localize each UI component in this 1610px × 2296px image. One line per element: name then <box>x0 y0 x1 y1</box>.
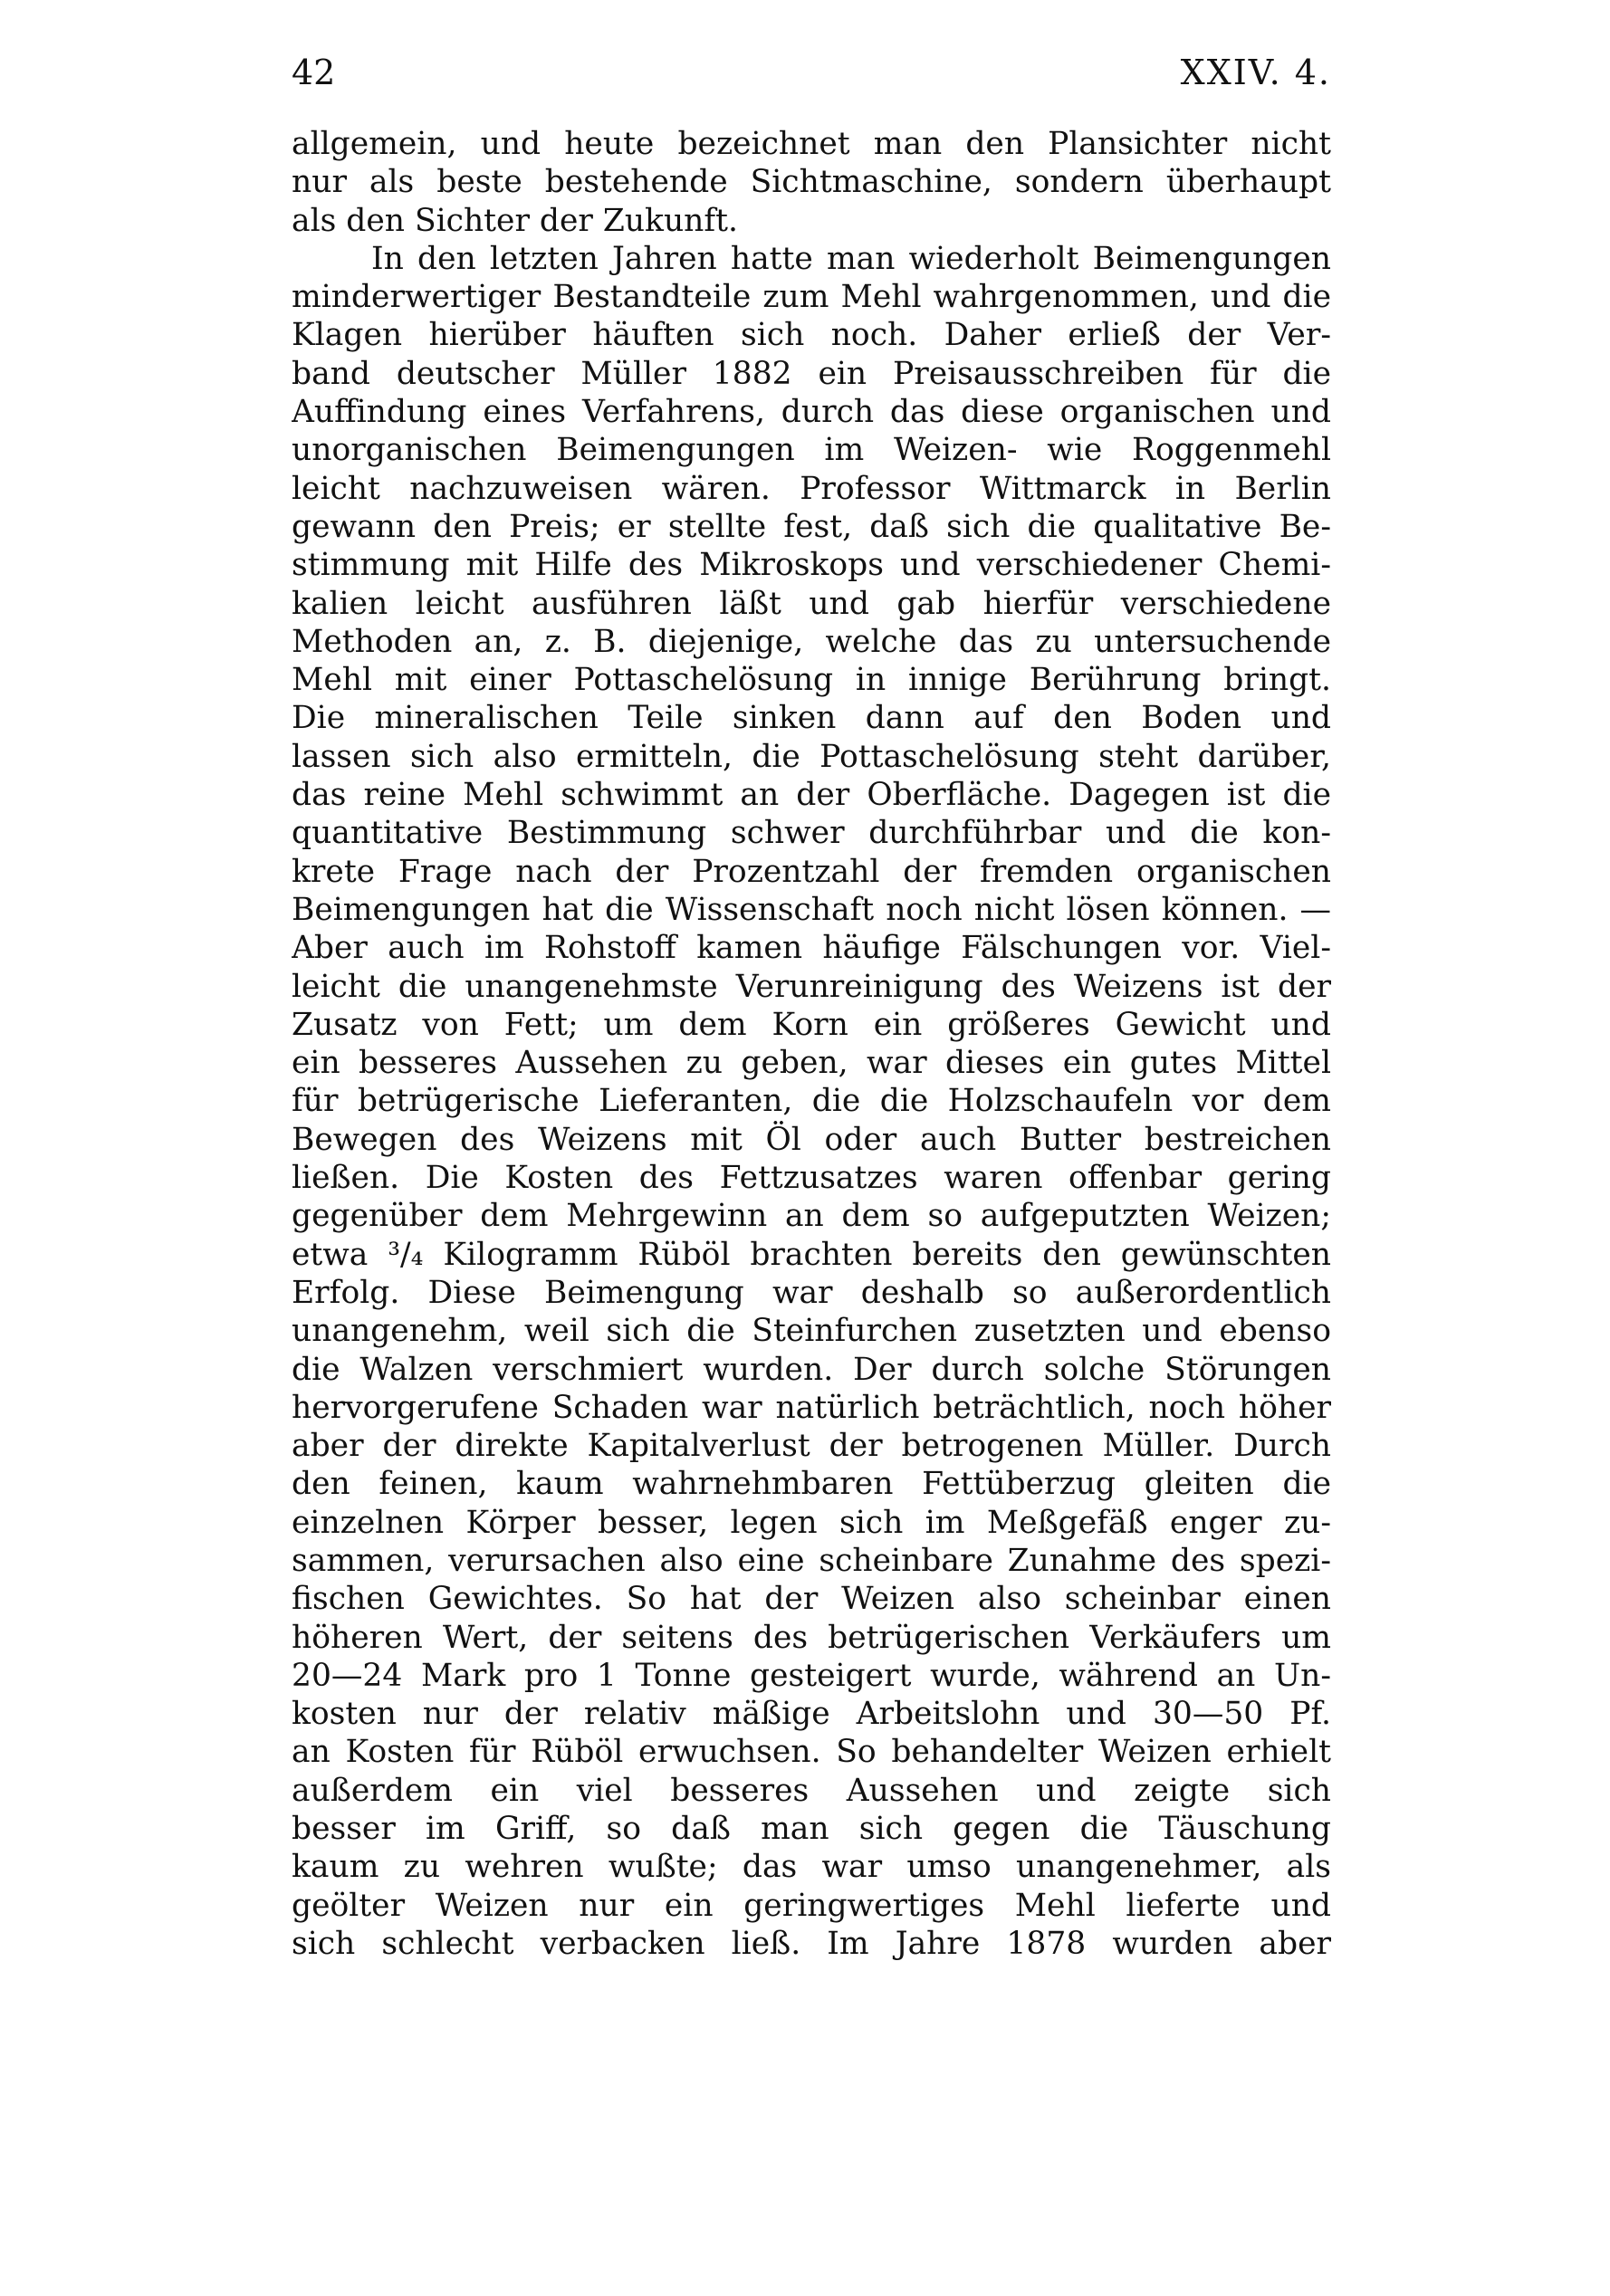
text-line: stimmung mit Hilfe des Mikroskops und verschiedener Chemi- <box>292 547 1331 584</box>
text-line: Erfolg. Diese Beimengung war deshalb so außerordentlich <box>292 1274 1331 1311</box>
text-line: einzelnen Körper besser, legen sich im Meßgefäß enger zu- <box>292 1504 1331 1541</box>
text-line: die Walzen verschmiert wurden. Der durch solche Störungen <box>292 1351 1331 1388</box>
text-line: Methoden an, z. B. diejenige, welche das zu untersuchende <box>292 623 1331 660</box>
text-line: gegenüber dem Mehrgewinn an dem so aufgeputzten Weizen; <box>292 1198 1331 1235</box>
page-number: 42 <box>292 53 336 92</box>
text-line: Klagen hierüber häuften sich noch. Daher erließ der Ver- <box>292 317 1331 354</box>
text-line: leicht die unangenehmste Verunreinigung des Weizens ist der <box>292 968 1331 1005</box>
text-line: leicht nachzuweisen wären. Professor Wittmarck in Berlin <box>292 470 1331 507</box>
text-line: unangenehm, weil sich die Steinfurchen zusetzten und ebenso <box>292 1313 1331 1350</box>
text-line: an Kosten für Rüböl erwuchsen. So behandelter Weizen erhielt <box>292 1734 1331 1771</box>
text-line: gewann den Preis; er stellte fest, daß sich die qualitative Be- <box>292 508 1331 545</box>
text-line: kaum zu wehren wußte; das war umso unangenehmer, als <box>292 1849 1331 1886</box>
text-line: aber der direkte Kapitalverlust der betrogenen Müller. Durch <box>292 1428 1331 1465</box>
text-line: minderwertiger Bestandteile zum Mehl wahrgenommen, und die <box>292 279 1331 316</box>
text-line: besser im Griff, so daß man sich gegen die Täuschung <box>292 1811 1331 1848</box>
text-line: ein besseres Aussehen zu geben, war dieses ein gutes Mittel <box>292 1045 1331 1082</box>
text-line: nur als beste bestehende Sichtmaschine, sondern überhaupt <box>292 164 1331 201</box>
text-line: Aber auch im Rohstoff kamen häufige Fälschungen vor. Viel- <box>292 930 1331 967</box>
text-line: ließen. Die Kosten des Fettzusatzes waren offenbar gering <box>292 1160 1331 1197</box>
paragraph-start-line: In den letzten Jahren hatte man wiederholt Beimengungen <box>371 240 1331 277</box>
text-line: Zusatz von Fett; um dem Korn ein größeres Gewicht und <box>292 1006 1331 1043</box>
text-line: 20—24 Mark pro 1 Tonne gesteigert wurde, während an Un- <box>292 1657 1331 1694</box>
text-line: Bewegen des Weizens mit Öl oder auch Butter bestreichen <box>292 1121 1331 1158</box>
text-line: Die mineralischen Teile sinken dann auf den Boden und <box>292 700 1331 737</box>
text-line: quantitative Bestimmung schwer durchführbar und die kon- <box>292 815 1331 852</box>
body-text <box>292 125 1331 1963</box>
text-line: hervorgerufene Schaden war natürlich beträchtlich, noch höher <box>292 1389 1331 1426</box>
text-line: den feinen, kaum wahrnehmbaren Fettüberzug gleiten die <box>292 1466 1331 1503</box>
text-line: etwa ³/₄ Kilogramm Rüböl brachten bereits den gewünschten <box>292 1236 1331 1273</box>
text-line: Mehl mit einer Pottaschelösung in innige Berührung bringt. <box>292 662 1331 699</box>
text-line: für betrügerische Lieferanten, die die Holzschaufeln vor dem <box>292 1083 1331 1120</box>
text-line: kosten nur der relativ mäßige Arbeitslohn und 30—50 Pf. <box>292 1696 1331 1733</box>
text-line: geölter Weizen nur ein geringwertiges Mehl lieferte und <box>292 1887 1331 1924</box>
text-line: fischen Gewichtes. So hat der Weizen also scheinbar einen <box>292 1581 1331 1618</box>
text-line: sammen, verursachen also eine scheinbare Zunahme des spezi- <box>292 1542 1331 1579</box>
text-line: das reine Mehl schwimmt an der Oberfläche. Dagegen ist die <box>292 777 1331 814</box>
text-line: unorganischen Beimengungen im Weizen- wie Roggenmehl <box>292 432 1331 469</box>
text-line: allgemein, und heute bezeichnet man den Plansichter nicht <box>292 126 1331 162</box>
text-line: Auffindung eines Verfahrens, durch das diese organischen und <box>292 394 1331 431</box>
text-line: lassen sich also ermitteln, die Pottaschelösung steht darüber, <box>292 738 1331 775</box>
text-line: Beimengungen hat die Wissenschaft noch nicht lösen können. — <box>292 891 1331 928</box>
text-line: band deutscher Müller 1882 ein Preisausschreiben für die <box>292 355 1331 392</box>
running-head: XXIV. 4. <box>1180 53 1331 92</box>
text-line: außerdem ein viel besseres Aussehen und zeigte sich <box>292 1772 1331 1809</box>
text-line: als den Sichter der Zukunft. <box>292 202 739 239</box>
page-header <box>292 47 1331 98</box>
text-line: höheren Wert, der seitens des betrügerischen Verkäufers um <box>292 1619 1331 1656</box>
text-line: kalien leicht ausführen läßt und gab hierfür verschiedene <box>292 585 1331 622</box>
text-line: sich schlecht verbacken ließ. Im Jahre 1878 wurden aber <box>292 1925 1331 1962</box>
text-line: krete Frage nach der Prozentzahl der fremden organischen <box>292 853 1331 890</box>
